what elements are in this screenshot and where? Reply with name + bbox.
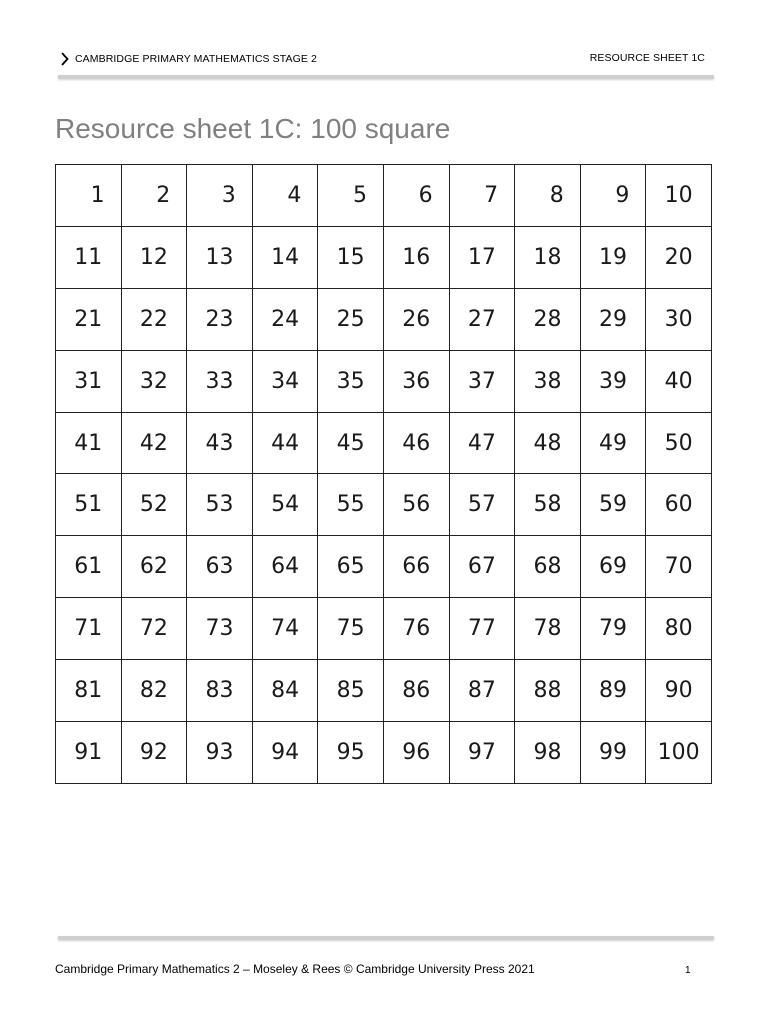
grid-cell: 83 <box>187 660 253 722</box>
grid-cell: 75 <box>318 598 384 660</box>
grid-cell: 47 <box>449 412 515 474</box>
grid-cell: 14 <box>252 226 318 288</box>
grid-cell: 46 <box>383 412 449 474</box>
grid-row <box>56 350 712 412</box>
grid-cell: 21 <box>56 288 122 350</box>
grid-cell: 38 <box>515 350 581 412</box>
footer-citation: Cambridge Primary Mathematics 2 – Moseley & Rees © Cambridge University Press 2021 <box>55 962 535 976</box>
grid-cell: 2 <box>121 165 187 227</box>
grid-cell: 73 <box>187 598 253 660</box>
grid-cell: 63 <box>187 536 253 598</box>
header-rule <box>58 75 714 79</box>
header-sheet-label: RESOURCE SHEET 1C <box>589 52 705 64</box>
grid-cell: 8 <box>515 165 581 227</box>
grid-cell: 85 <box>318 660 384 722</box>
grid-cell: 68 <box>515 536 581 598</box>
grid-cell: 71 <box>56 598 122 660</box>
grid-cell: 100 <box>646 722 712 784</box>
grid-cell: 35 <box>318 350 384 412</box>
grid-cell: 17 <box>449 226 515 288</box>
grid-cell: 56 <box>383 474 449 536</box>
hundred-square-grid <box>55 164 712 784</box>
grid-cell: 48 <box>515 412 581 474</box>
grid-cell: 23 <box>187 288 253 350</box>
grid-cell: 39 <box>580 350 646 412</box>
grid-cell: 61 <box>56 536 122 598</box>
grid-cell: 6 <box>383 165 449 227</box>
grid-row <box>56 722 712 784</box>
grid-cell: 49 <box>580 412 646 474</box>
grid-cell: 16 <box>383 226 449 288</box>
grid-cell: 99 <box>580 722 646 784</box>
grid-cell: 3 <box>187 165 253 227</box>
grid-cell: 86 <box>383 660 449 722</box>
grid-cell: 50 <box>646 412 712 474</box>
grid-cell: 89 <box>580 660 646 722</box>
grid-cell: 76 <box>383 598 449 660</box>
grid-cell: 37 <box>449 350 515 412</box>
grid-cell: 96 <box>383 722 449 784</box>
grid-row <box>56 474 712 536</box>
grid-cell: 5 <box>318 165 384 227</box>
grid-cell: 80 <box>646 598 712 660</box>
grid-cell: 74 <box>252 598 318 660</box>
grid-cell: 81 <box>56 660 122 722</box>
grid-row <box>56 165 712 227</box>
grid-cell: 11 <box>56 226 122 288</box>
page-number: 1 <box>685 965 691 976</box>
grid-cell: 57 <box>449 474 515 536</box>
grid-cell: 94 <box>252 722 318 784</box>
grid-cell: 52 <box>121 474 187 536</box>
grid-cell: 42 <box>121 412 187 474</box>
grid-cell: 27 <box>449 288 515 350</box>
grid-cell: 69 <box>580 536 646 598</box>
grid-cell: 97 <box>449 722 515 784</box>
grid-cell: 70 <box>646 536 712 598</box>
grid-cell: 90 <box>646 660 712 722</box>
grid-row <box>56 412 712 474</box>
grid-cell: 82 <box>121 660 187 722</box>
grid-cell: 28 <box>515 288 581 350</box>
grid-cell: 98 <box>515 722 581 784</box>
grid-cell: 95 <box>318 722 384 784</box>
grid-cell: 78 <box>515 598 581 660</box>
grid-cell: 84 <box>252 660 318 722</box>
grid-cell: 29 <box>580 288 646 350</box>
grid-row <box>56 226 712 288</box>
header-series-title: CAMBRIDGE PRIMARY MATHEMATICS STAGE 2 <box>75 53 317 65</box>
grid-cell: 12 <box>121 226 187 288</box>
grid-cell: 79 <box>580 598 646 660</box>
chevron-right-icon <box>60 52 69 66</box>
grid-cell: 9 <box>580 165 646 227</box>
grid-cell: 67 <box>449 536 515 598</box>
grid-cell: 87 <box>449 660 515 722</box>
grid-cell: 18 <box>515 226 581 288</box>
grid-cell: 15 <box>318 226 384 288</box>
grid-cell: 92 <box>121 722 187 784</box>
grid-cell: 33 <box>187 350 253 412</box>
grid-cell: 45 <box>318 412 384 474</box>
grid-cell: 40 <box>646 350 712 412</box>
grid-cell: 54 <box>252 474 318 536</box>
grid-cell: 51 <box>56 474 122 536</box>
grid-cell: 77 <box>449 598 515 660</box>
footer-rule <box>58 936 714 940</box>
grid-cell: 24 <box>252 288 318 350</box>
grid-cell: 25 <box>318 288 384 350</box>
grid-row <box>56 598 712 660</box>
grid-cell: 88 <box>515 660 581 722</box>
grid-cell: 59 <box>580 474 646 536</box>
grid-cell: 41 <box>56 412 122 474</box>
grid-cell: 36 <box>383 350 449 412</box>
grid-cell: 10 <box>646 165 712 227</box>
grid-cell: 7 <box>449 165 515 227</box>
grid-cell: 13 <box>187 226 253 288</box>
grid-cell: 91 <box>56 722 122 784</box>
grid-cell: 62 <box>121 536 187 598</box>
grid-cell: 65 <box>318 536 384 598</box>
grid-cell: 43 <box>187 412 253 474</box>
grid-cell: 1 <box>56 165 122 227</box>
grid-cell: 60 <box>646 474 712 536</box>
grid-cell: 19 <box>580 226 646 288</box>
grid-cell: 72 <box>121 598 187 660</box>
grid-cell: 26 <box>383 288 449 350</box>
grid-cell: 53 <box>187 474 253 536</box>
grid-cell: 22 <box>121 288 187 350</box>
grid-row <box>56 536 712 598</box>
grid-cell: 4 <box>252 165 318 227</box>
grid-row <box>56 288 712 350</box>
grid-cell: 93 <box>187 722 253 784</box>
grid-cell: 64 <box>252 536 318 598</box>
grid-row <box>56 660 712 722</box>
grid-cell: 32 <box>121 350 187 412</box>
grid-cell: 31 <box>56 350 122 412</box>
grid-cell: 58 <box>515 474 581 536</box>
grid-cell: 66 <box>383 536 449 598</box>
page-title: Resource sheet 1C: 100 square <box>55 113 451 144</box>
grid-cell: 44 <box>252 412 318 474</box>
grid-cell: 55 <box>318 474 384 536</box>
running-header-left <box>60 52 317 66</box>
grid-cell: 20 <box>646 226 712 288</box>
grid-cell: 30 <box>646 288 712 350</box>
grid-cell: 34 <box>252 350 318 412</box>
